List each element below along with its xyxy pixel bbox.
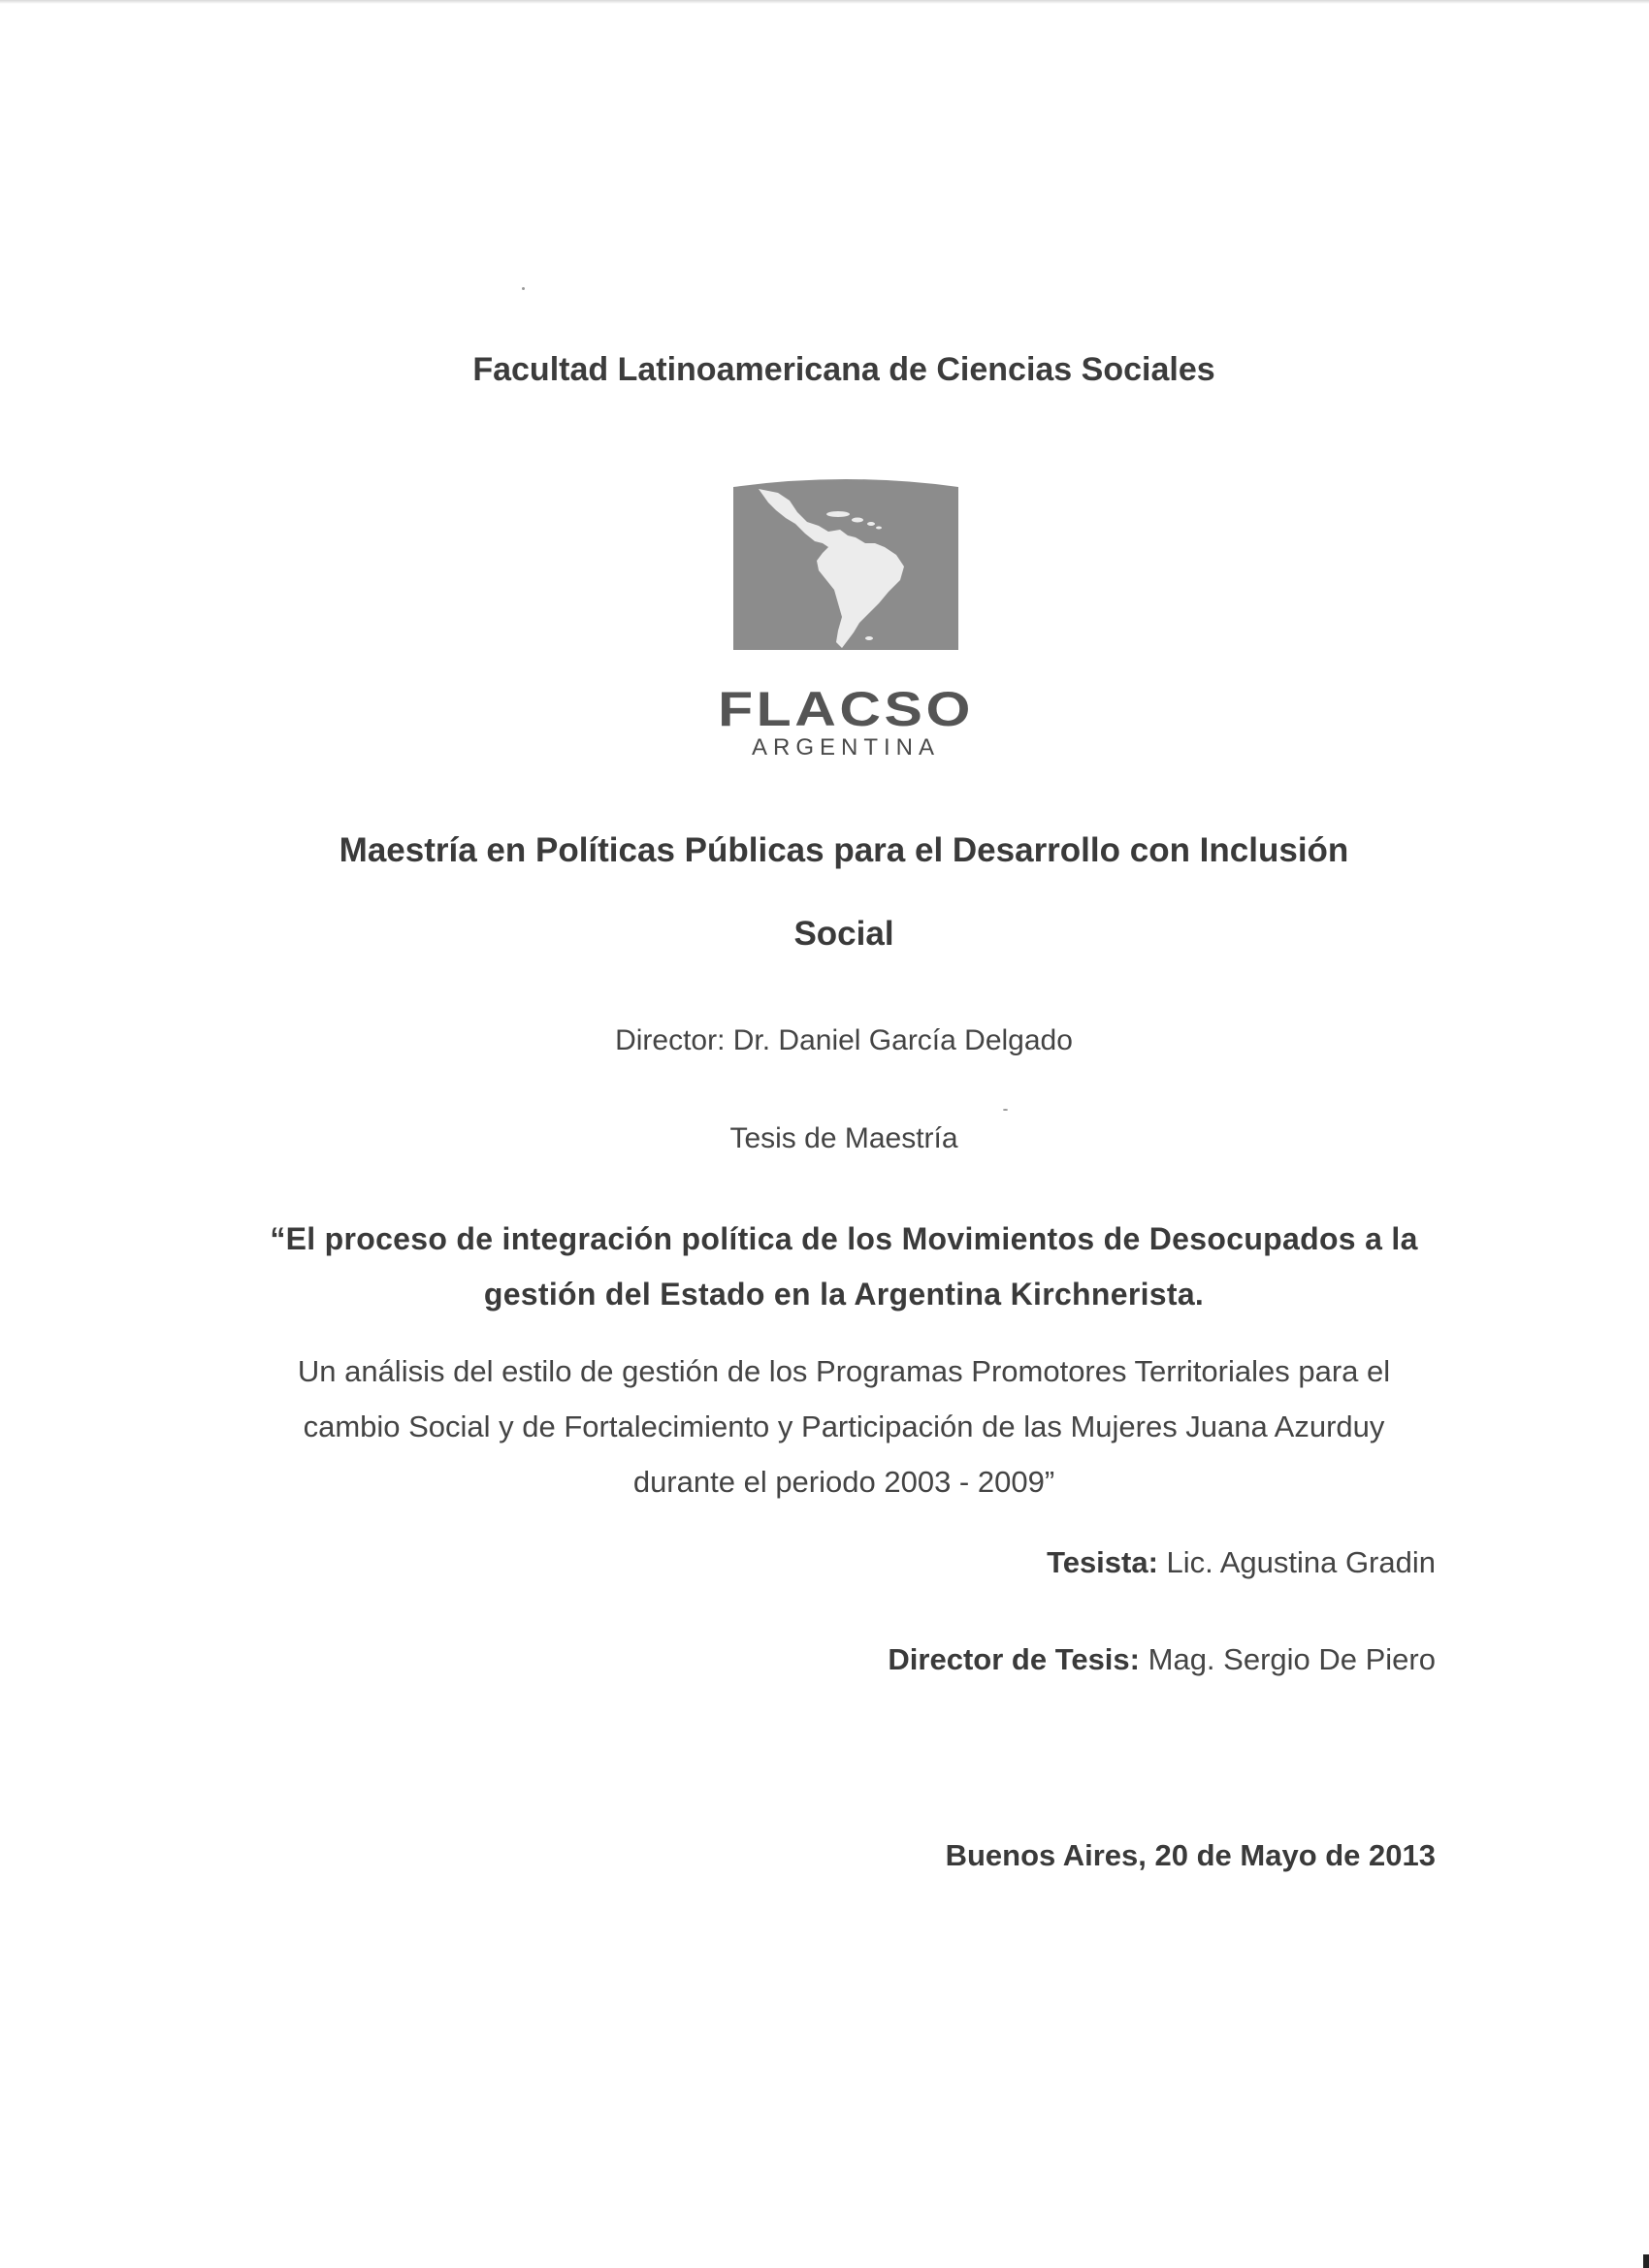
scan-speck xyxy=(1003,1109,1008,1111)
thesis-subtitle-line-3: durante el periodo 2003 - 2009” xyxy=(632,1465,1055,1499)
institution-name: Facultad Latinoamericana de Ciencias Sociales xyxy=(472,351,1215,388)
place-and-date: Buenos Aires, 20 de Mayo de 2013 xyxy=(945,1838,1436,1872)
program-title-line-1: Maestría en Políticas Públicas para el Desarrollo con Inclusión xyxy=(339,831,1349,869)
program-director: Director: Dr. Daniel García Delgado xyxy=(615,1024,1073,1056)
thesis-director-line xyxy=(888,1642,1436,1677)
thesis-subtitle-line-1: Un análisis del estilo de gestión de los Programas Promotores Territoriales para el xyxy=(297,1354,1391,1388)
scan-speck xyxy=(522,287,525,290)
thesis-subtitle-line-2: cambio Social y de Fortalecimiento y Participación de las Mujeres Juana Azurduy xyxy=(303,1409,1385,1443)
thesis-title-line-2: gestión del Estado en la Argentina Kirchnerista. xyxy=(483,1277,1205,1312)
program-title-line-2: Social xyxy=(793,915,894,953)
thesis-type: Tesis de Maestría xyxy=(729,1122,958,1154)
latin-america-map-icon xyxy=(733,475,958,650)
author-line xyxy=(1047,1545,1436,1580)
author-name: Lic. Agustina Gradin xyxy=(1166,1545,1436,1579)
logo-country: ARGENTINA xyxy=(751,734,940,761)
thesis-director-name: Mag. Sergio De Piero xyxy=(1148,1642,1436,1676)
author-label: Tesista: xyxy=(1047,1545,1158,1579)
scan-edge-mark xyxy=(1643,2254,1649,2268)
thesis-title-line-1: “El proceso de integración política de los Movimientos de Desocupados a la xyxy=(270,1221,1418,1256)
thesis-director-label: Director de Tesis: xyxy=(888,1642,1140,1676)
logo-wordmark: FLACSO xyxy=(718,682,974,736)
scan-edge xyxy=(0,0,1649,4)
